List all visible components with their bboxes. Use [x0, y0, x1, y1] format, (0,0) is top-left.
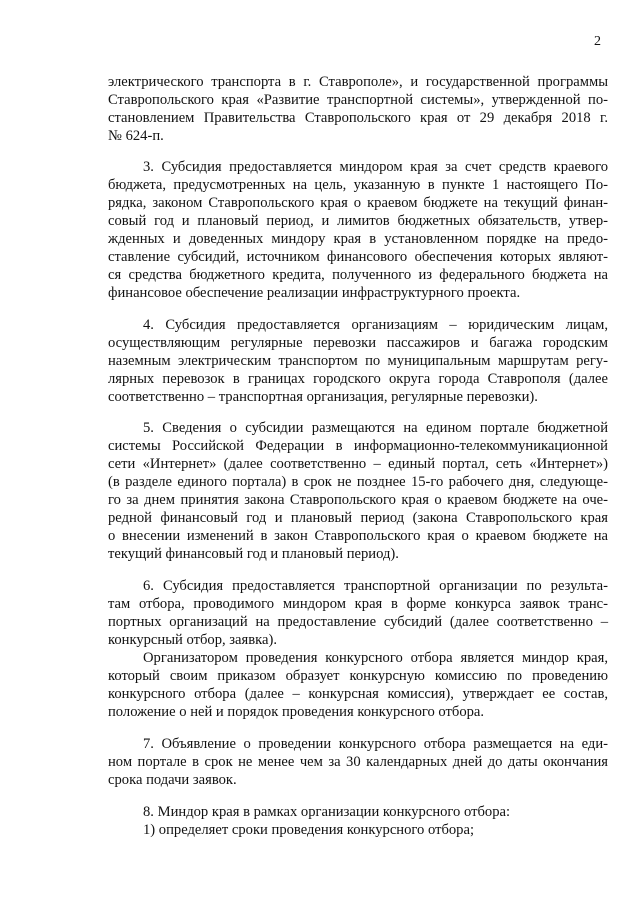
text-line: лярных перевозок в границах городского округа города Ставрополя (далее — [108, 371, 608, 387]
text-line: 1) определяет сроки проведения конкурсного отбора; — [143, 822, 475, 838]
text-line: ся средства бюджетного кредита, полученного из федерального бюджета на — [108, 267, 608, 283]
text-line: 5. Сведения о субсидии размещаются на едином портале бюджетной — [143, 420, 608, 436]
text-line: сети «Интернет» (далее соответственно – единый портал, сеть «Интернет») — [108, 456, 608, 472]
text-line: финансовое обеспечение реализации инфраструктурного проекта. — [108, 285, 521, 301]
text-line: рядка, законом Ставропольского края о краевом бюджете на текущий финан- — [108, 195, 608, 211]
text-line: ном портале в срок не менее чем за 30 календарных дней до даты окончания — [108, 754, 608, 770]
text-line: 8. Миндор края в рамках организации конкурсного отбора: — [143, 804, 511, 820]
text-line: конкурсный отбор, заявка). — [108, 632, 277, 648]
text-line: редной финансовый год и плановый период (закона Ставропольского края — [108, 510, 608, 526]
text-line: № 624-п. — [108, 128, 164, 144]
text-line: Ставропольского края «Развитие транспортной системы», утвержденной по- — [108, 92, 608, 108]
text-line: который своим приказом образует конкурсную комиссию по проведению — [108, 668, 608, 684]
text-line: текущий финансовый год и плановый период). — [108, 546, 399, 562]
text-line: 3. Субсидия предоставляется миндором края за счет средств краевого — [143, 159, 608, 175]
text-line: 7. Объявление о проведении конкурсного отбора размещается на еди- — [143, 736, 608, 752]
text-line: соответственно – транспортная организация, регулярные перевозки). — [108, 389, 538, 405]
text-line: положение о ней и порядок проведения конкурсного отбора. — [108, 704, 485, 720]
text-line: срока подачи заявок. — [108, 772, 237, 788]
text-line: портных организаций на предоставление субсидий (далее соответственно – — [108, 614, 608, 630]
text-line: конкурсного отбора (далее – конкурсная комиссия), утверждает ее состав, — [108, 686, 608, 702]
text-line: (в разделе единого портала) в срок не позднее 15-го рабочего дня, следующе- — [108, 474, 608, 490]
text-line: совый год и плановый период, и лимитов бюджетных обязательств, утвер- — [108, 213, 608, 229]
text-line: электрического транспорта в г. Ставрополе», и государственной программы — [108, 74, 608, 90]
text-line: становлением Правительства Ставропольского края от 29 декабря 2018 г. — [108, 110, 608, 126]
text-line: го за днем принятия закона Ставропольского края о краевом бюджете на оче- — [108, 492, 608, 508]
text-line: 6. Субсидия предоставляется транспортной организации по результа- — [143, 578, 608, 594]
text-line: жденных и доведенных миндору края в установленном порядке на предо- — [108, 231, 608, 247]
text-line: ставление субсидий, источником финансового обеспечения которых являют- — [108, 249, 608, 265]
text-line: наземным электрическим транспортом по муниципальным маршрутам регу- — [108, 353, 608, 369]
text-line: о внесении изменений в закон Ставропольского края о краевом бюджете на — [108, 528, 608, 544]
text-line: осуществляющим регулярные перевозки пассажиров и багажа городским — [108, 335, 608, 351]
text-line: 4. Субсидия предоставляется организациям – юридическим лицам, — [143, 317, 608, 333]
text-line: там отбора, проводимого миндором края в форме конкурса заявок транс- — [108, 596, 608, 612]
text-line: системы Российской Федерации в информационно-телекоммуникационной — [108, 438, 608, 454]
text-line: Организатором проведения конкурсного отбора является миндор края, — [143, 650, 608, 666]
page-number: 2 — [594, 34, 601, 49]
text-line: бюджета, предусмотренных на цель, указанную в пункте 1 настоящего По- — [108, 177, 608, 193]
